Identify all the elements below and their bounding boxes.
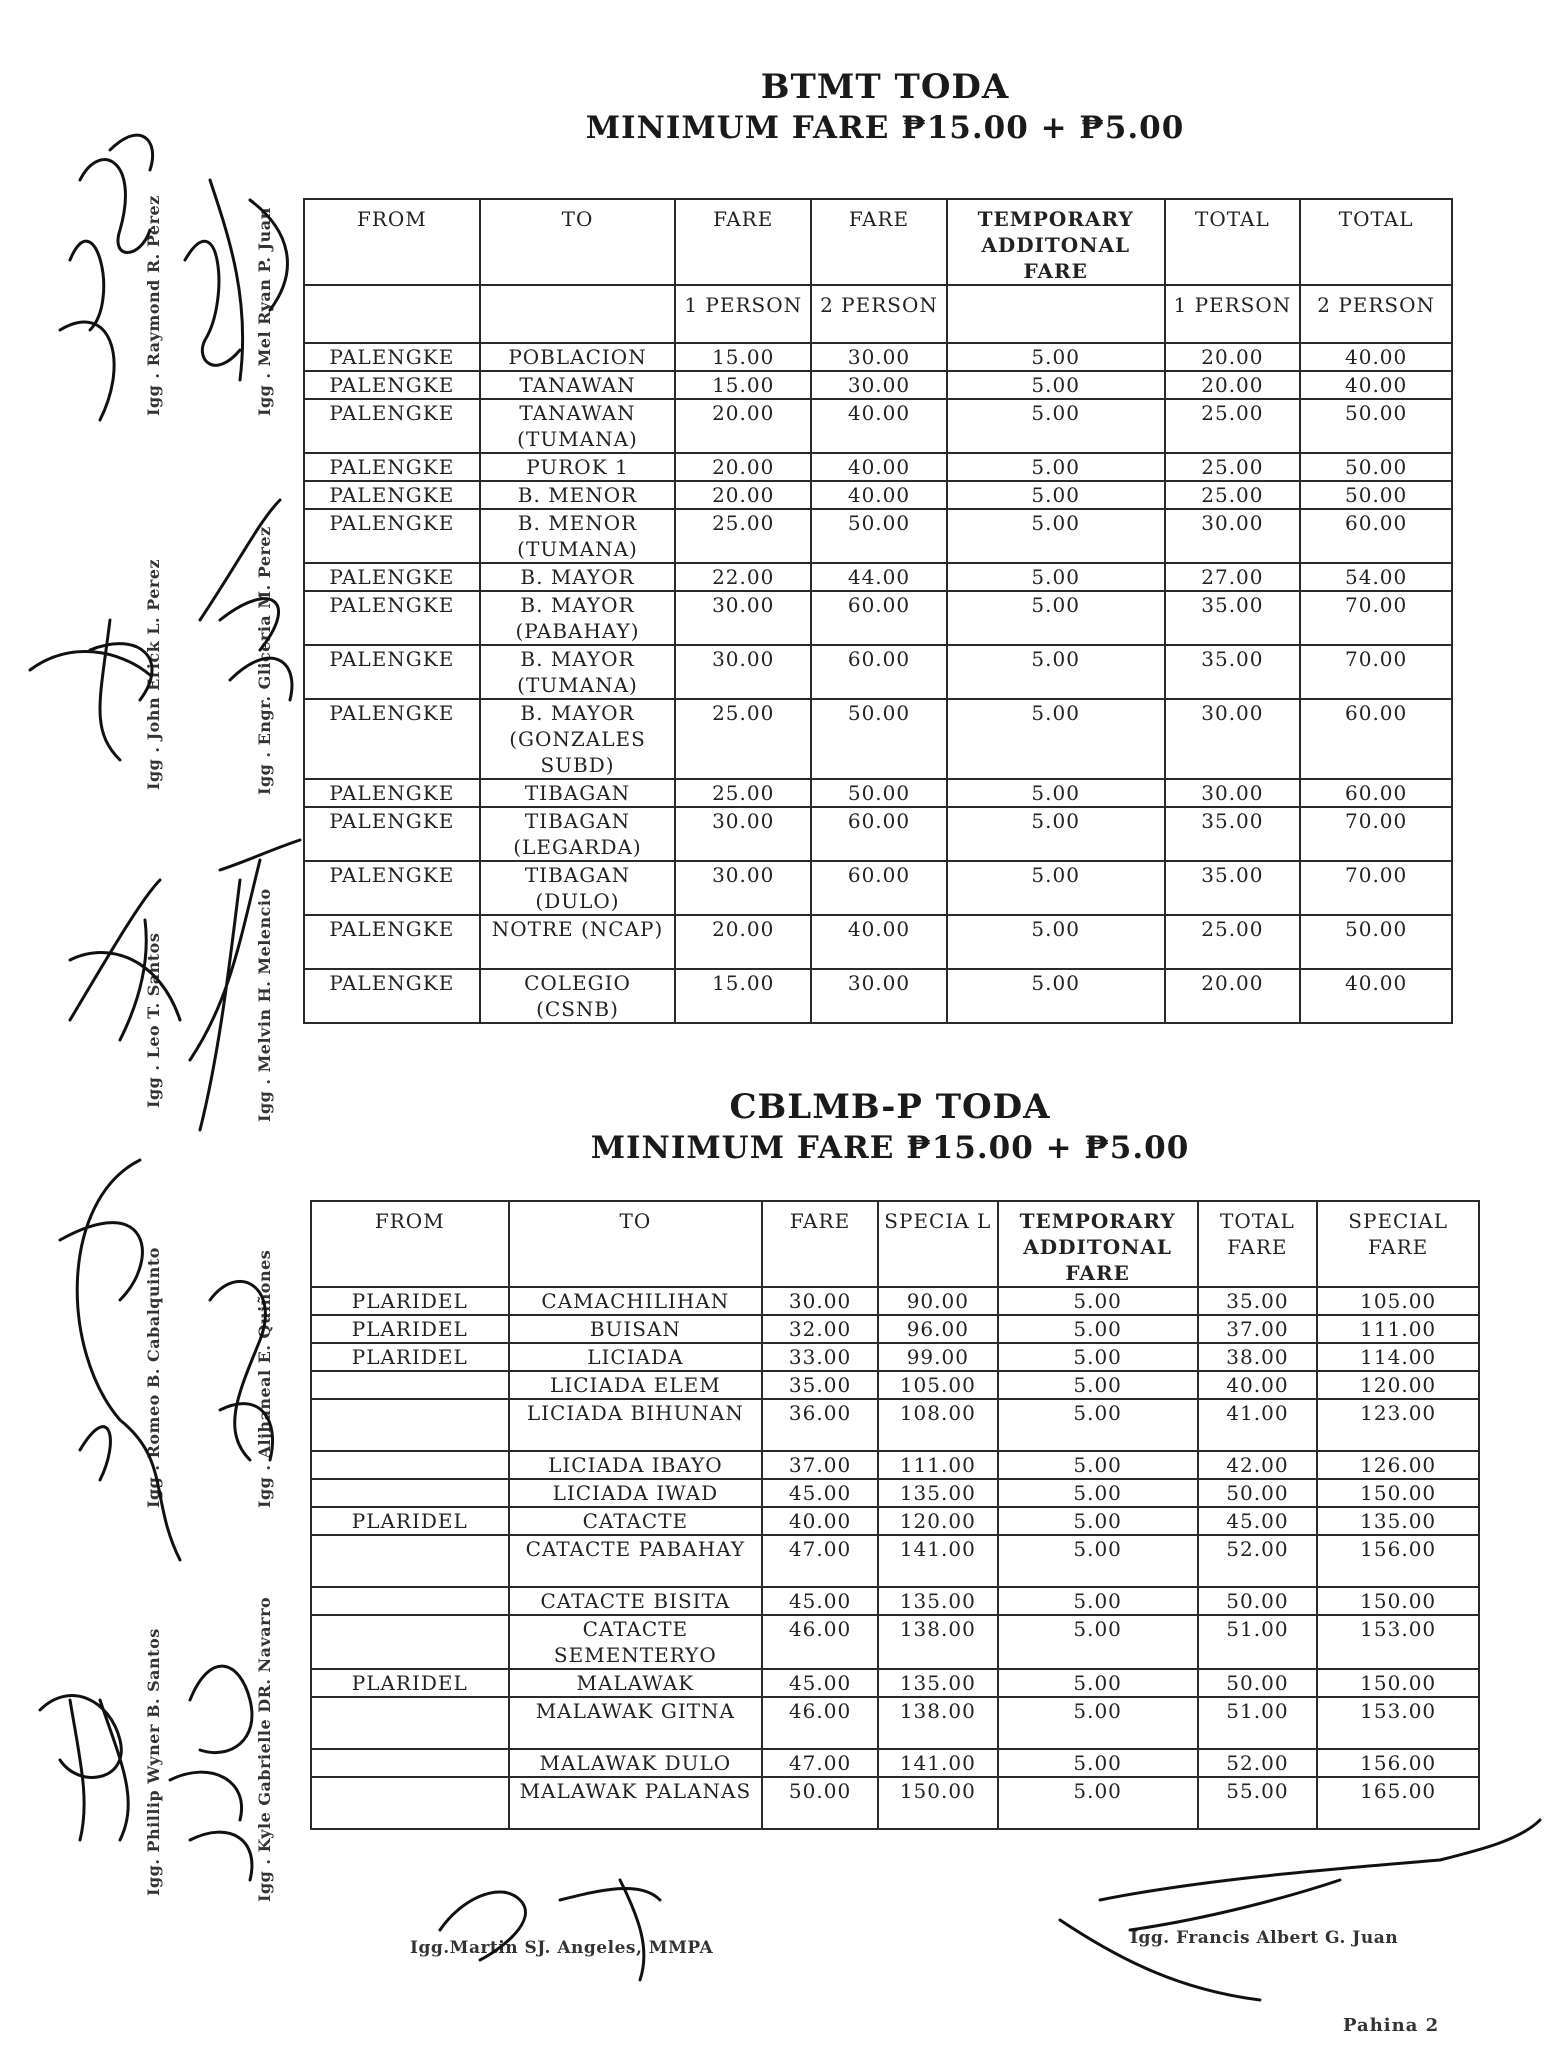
table-cell: 90.00 xyxy=(878,1287,998,1315)
table-cell: 50.00 xyxy=(811,699,947,779)
table-cell: TIBAGAN xyxy=(480,779,676,807)
table-cell: 156.00 xyxy=(1317,1749,1479,1777)
table-cell: B. MAYOR (PABAHAY) xyxy=(480,591,676,645)
table-cell: TIBAGAN (LEGARDA) xyxy=(480,807,676,861)
table-cell: 50.00 xyxy=(811,779,947,807)
table-cell: LICIADA BIHUNAN xyxy=(509,1399,763,1451)
table-cell: 37.00 xyxy=(1198,1315,1318,1343)
table-cell: 30.00 xyxy=(675,807,811,861)
table-cell: 5.00 xyxy=(947,509,1165,563)
table-cell: 111.00 xyxy=(1317,1315,1479,1343)
table-cell: 30.00 xyxy=(675,861,811,915)
table-cell: 60.00 xyxy=(811,591,947,645)
table-cell: 35.00 xyxy=(1165,807,1301,861)
table-cell: 52.00 xyxy=(1198,1535,1318,1587)
table-cell: 105.00 xyxy=(878,1371,998,1399)
table-cell: 138.00 xyxy=(878,1615,998,1669)
table-cell: PALENGKE xyxy=(304,591,480,645)
header-cell: SPECIA L xyxy=(878,1201,998,1287)
table-cell xyxy=(311,1535,509,1587)
table-cell: PALENGKE xyxy=(304,563,480,591)
table-row xyxy=(311,1315,1479,1343)
table-cell: 5.00 xyxy=(998,1399,1198,1451)
table-cell: 50.00 xyxy=(1300,399,1452,453)
table-cell: 15.00 xyxy=(675,371,811,399)
table-cell: PALENGKE xyxy=(304,481,480,509)
table-cell: 153.00 xyxy=(1317,1697,1479,1749)
table-cell: 47.00 xyxy=(762,1535,878,1587)
table-cell: 40.00 xyxy=(1300,343,1452,371)
signatory-label: Igg . Aljhaneal E. Quiñones xyxy=(255,1249,274,1508)
signatory-label: Igg . Melvin H. Melencio xyxy=(255,888,274,1122)
table-cell: 20.00 xyxy=(675,915,811,969)
table-cell: 30.00 xyxy=(1165,509,1301,563)
table-cell: 36.00 xyxy=(762,1399,878,1451)
table-cell xyxy=(311,1479,509,1507)
table-cell: 156.00 xyxy=(1317,1535,1479,1587)
table-cell: TANAWAN xyxy=(480,371,676,399)
table-cell: 5.00 xyxy=(998,1343,1198,1371)
table-cell: 150.00 xyxy=(878,1777,998,1829)
table-cell: 25.00 xyxy=(1165,453,1301,481)
signature-francis-juan xyxy=(1060,1820,1540,2000)
signature-leo-santos xyxy=(70,880,180,1040)
table-cell xyxy=(311,1371,509,1399)
table-cell: 25.00 xyxy=(1165,915,1301,969)
table-cell: 5.00 xyxy=(998,1287,1198,1315)
table-cell: 111.00 xyxy=(878,1451,998,1479)
table-row xyxy=(304,481,1452,509)
table-cell: 41.00 xyxy=(1198,1399,1318,1451)
table-cell: 40.00 xyxy=(762,1507,878,1535)
header-cell: TEMPORARY ADDITONAL FARE xyxy=(947,199,1165,285)
table-cell: 25.00 xyxy=(675,699,811,779)
table-cell: 5.00 xyxy=(998,1669,1198,1697)
table-row xyxy=(311,1669,1479,1697)
table-cell xyxy=(311,1451,509,1479)
table-cell: PALENGKE xyxy=(304,807,480,861)
table-cell: 45.00 xyxy=(762,1587,878,1615)
table-row xyxy=(311,1507,1479,1535)
table-cell: PALENGKE xyxy=(304,509,480,563)
table-row xyxy=(304,699,1452,779)
header-cell: TOTAL FARE xyxy=(1198,1201,1318,1287)
table-cell: LICIADA IBAYO xyxy=(509,1451,763,1479)
table-cell: 5.00 xyxy=(947,481,1165,509)
table-cell: 5.00 xyxy=(947,591,1165,645)
header-cell: TEMPORARY ADDITONAL FARE xyxy=(998,1201,1198,1287)
table-cell: 5.00 xyxy=(947,343,1165,371)
table-cell: 5.00 xyxy=(947,779,1165,807)
table-row xyxy=(304,371,1452,399)
table-cell: 5.00 xyxy=(998,1451,1198,1479)
table-row xyxy=(304,779,1452,807)
table-cell: 165.00 xyxy=(1317,1777,1479,1829)
table-cell: 25.00 xyxy=(675,509,811,563)
table-cell: PALENGKE xyxy=(304,915,480,969)
table-cell: 20.00 xyxy=(675,481,811,509)
table-cell: TANAWAN (TUMANA) xyxy=(480,399,676,453)
table-cell: 37.00 xyxy=(762,1451,878,1479)
table-cell: 60.00 xyxy=(1300,699,1452,779)
table-cell: 50.00 xyxy=(1300,453,1452,481)
table-cell: MALAWAK GITNA xyxy=(509,1697,763,1749)
signature-melvin-melencio xyxy=(190,840,300,1130)
table-cell: CATACTE xyxy=(509,1507,763,1535)
table-cell xyxy=(311,1777,509,1829)
header-cell: FARE xyxy=(675,199,811,285)
table-cell: 45.00 xyxy=(762,1479,878,1507)
table-cell: 99.00 xyxy=(878,1343,998,1371)
table-cell: 25.00 xyxy=(675,779,811,807)
table-cell: 47.00 xyxy=(762,1749,878,1777)
table-cell: PALENGKE xyxy=(304,399,480,453)
table-cell: PLARIDEL xyxy=(311,1343,509,1371)
table-row xyxy=(304,645,1452,699)
table-cell: 70.00 xyxy=(1300,861,1452,915)
table-cell: 35.00 xyxy=(1165,861,1301,915)
table-cell: 5.00 xyxy=(998,1615,1198,1669)
table-cell: 46.00 xyxy=(762,1697,878,1749)
table-cell: 30.00 xyxy=(811,343,947,371)
table-cell: 25.00 xyxy=(1165,399,1301,453)
table-cell: 52.00 xyxy=(1198,1749,1318,1777)
table-cell: 54.00 xyxy=(1300,563,1452,591)
table-cell: PLARIDEL xyxy=(311,1669,509,1697)
table-cell: 30.00 xyxy=(1165,779,1301,807)
table-cell xyxy=(311,1587,509,1615)
signatory-label: Igg . Raymond R. Perez xyxy=(144,195,163,416)
table-cell: PALENGKE xyxy=(304,779,480,807)
table-cell: POBLACION xyxy=(480,343,676,371)
table-cell: 40.00 xyxy=(811,399,947,453)
table-cell: PALENGKE xyxy=(304,371,480,399)
table-cell: 108.00 xyxy=(878,1399,998,1451)
table-cell: 35.00 xyxy=(1165,591,1301,645)
section2-title: CBLMB-P TODA xyxy=(729,1087,1051,1127)
table-cell: 5.00 xyxy=(947,371,1165,399)
table-cell: 5.00 xyxy=(947,699,1165,779)
signatory-label: Igg. Phillip Wyner B. Santos xyxy=(144,1628,163,1896)
table-cell: 20.00 xyxy=(1165,969,1301,1023)
section1-title: BTMT TODA xyxy=(760,67,1010,107)
table-cell: 5.00 xyxy=(998,1535,1198,1587)
table-cell: 20.00 xyxy=(675,453,811,481)
table-cell: PALENGKE xyxy=(304,969,480,1023)
table-row xyxy=(311,1697,1479,1749)
table-cell: 40.00 xyxy=(811,915,947,969)
table-cell: 45.00 xyxy=(1198,1507,1318,1535)
table-row xyxy=(311,1615,1479,1669)
table-cell: 44.00 xyxy=(811,563,947,591)
table-cell: 5.00 xyxy=(947,807,1165,861)
table-cell: 70.00 xyxy=(1300,807,1452,861)
table-cell: PALENGKE xyxy=(304,343,480,371)
table-cell: 35.00 xyxy=(1198,1287,1318,1315)
subheader-cell xyxy=(480,285,676,343)
btmt-fare-table xyxy=(303,198,1453,1024)
table-cell: PLARIDEL xyxy=(311,1315,509,1343)
header-cell: FROM xyxy=(311,1201,509,1287)
table-cell: 150.00 xyxy=(1317,1479,1479,1507)
table-cell: 20.00 xyxy=(1165,343,1301,371)
table-cell: PALENGKE xyxy=(304,699,480,779)
table-cell: 60.00 xyxy=(1300,509,1452,563)
table-cell: TIBAGAN (DULO) xyxy=(480,861,676,915)
table-cell: PLARIDEL xyxy=(311,1287,509,1315)
table-cell: 135.00 xyxy=(878,1479,998,1507)
table-cell: 5.00 xyxy=(998,1371,1198,1399)
table-cell: 30.00 xyxy=(1165,699,1301,779)
signature-kyle-navarro xyxy=(170,1666,252,1880)
table-cell: 40.00 xyxy=(811,453,947,481)
table-cell: 138.00 xyxy=(878,1697,998,1749)
table-cell: 70.00 xyxy=(1300,645,1452,699)
subheader-cell: 1 PERSON xyxy=(675,285,811,343)
table-cell: 35.00 xyxy=(1165,645,1301,699)
table-cell: 120.00 xyxy=(878,1507,998,1535)
signature-martin-angeles xyxy=(440,1880,660,1980)
table-row xyxy=(304,509,1452,563)
table-cell: 135.00 xyxy=(878,1669,998,1697)
header-cell: TOTAL xyxy=(1165,199,1301,285)
table-row xyxy=(304,563,1452,591)
table-cell: 141.00 xyxy=(878,1535,998,1587)
table-cell: 60.00 xyxy=(1300,779,1452,807)
table-cell: 30.00 xyxy=(675,645,811,699)
table-row xyxy=(304,343,1452,371)
signature-raymond-perez xyxy=(60,135,153,420)
table-row xyxy=(304,591,1452,645)
table-row xyxy=(311,1343,1479,1371)
table-cell: 27.00 xyxy=(1165,563,1301,591)
signatory-label: Igg . Leo T. Santos xyxy=(144,932,163,1108)
table-cell: 30.00 xyxy=(811,969,947,1023)
table-cell: 25.00 xyxy=(1165,481,1301,509)
table-cell: NOTRE (NCAP) xyxy=(480,915,676,969)
table-cell: PALENGKE xyxy=(304,861,480,915)
table-cell: CAMACHILIHAN xyxy=(509,1287,763,1315)
table-cell: 135.00 xyxy=(1317,1507,1479,1535)
table-cell xyxy=(311,1697,509,1749)
table-cell: 5.00 xyxy=(947,969,1165,1023)
table-cell: 60.00 xyxy=(811,645,947,699)
signatory-label: Igg . John Erick L. Perez xyxy=(144,558,163,790)
table-cell: B. MAYOR (GONZALES SUBD) xyxy=(480,699,676,779)
table-cell: 50.00 xyxy=(1198,1479,1318,1507)
table-cell: COLEGIO (CSNB) xyxy=(480,969,676,1023)
table-cell: 150.00 xyxy=(1317,1587,1479,1615)
signature-john-erick-perez xyxy=(30,620,152,760)
table-cell xyxy=(311,1399,509,1451)
table-cell: 5.00 xyxy=(947,645,1165,699)
table-cell: 96.00 xyxy=(878,1315,998,1343)
cblmb-fare-table xyxy=(310,1200,1480,1830)
table-cell: MALAWAK PALANAS xyxy=(509,1777,763,1829)
header-cell: FROM xyxy=(304,199,480,285)
table-cell: 50.00 xyxy=(762,1777,878,1829)
table-cell: 50.00 xyxy=(1300,915,1452,969)
signatory-label: Igg . Kyle Gabrielle DR. Navarro xyxy=(255,1596,274,1902)
subheader-cell: 2 PERSON xyxy=(1300,285,1452,343)
table-row xyxy=(311,1399,1479,1451)
table-cell: 50.00 xyxy=(811,509,947,563)
table-cell: 5.00 xyxy=(998,1749,1198,1777)
table-cell: 5.00 xyxy=(947,453,1165,481)
table-cell: CATACTE BISITA xyxy=(509,1587,763,1615)
table-cell: 50.00 xyxy=(1198,1587,1318,1615)
table-cell: LICIADA IWAD xyxy=(509,1479,763,1507)
table-cell: 120.00 xyxy=(1317,1371,1479,1399)
table-cell: 5.00 xyxy=(998,1777,1198,1829)
table-cell: CATACTE PABAHAY xyxy=(509,1535,763,1587)
table-row xyxy=(311,1479,1479,1507)
table-cell: 30.00 xyxy=(811,371,947,399)
header-cell: TOTAL xyxy=(1300,199,1452,285)
table-cell: B. MAYOR xyxy=(480,563,676,591)
table-cell: 51.00 xyxy=(1198,1615,1318,1669)
signature-phillip-santos xyxy=(40,1696,128,1840)
table-cell: 40.00 xyxy=(1300,371,1452,399)
signatory-label: Igg . Engr. Gliceria M. Perez xyxy=(255,526,274,795)
table-cell: 50.00 xyxy=(1300,481,1452,509)
table-cell: 123.00 xyxy=(1317,1399,1479,1451)
table-cell: B. MENOR xyxy=(480,481,676,509)
section1-heading xyxy=(435,66,1335,147)
table-cell: 153.00 xyxy=(1317,1615,1479,1669)
table-cell: 135.00 xyxy=(878,1587,998,1615)
header-cell: FARE xyxy=(811,199,947,285)
table-cell: 126.00 xyxy=(1317,1451,1479,1479)
table-cell: PLARIDEL xyxy=(311,1507,509,1535)
table-cell: BUISAN xyxy=(509,1315,763,1343)
table-cell: 46.00 xyxy=(762,1615,878,1669)
table-cell: 5.00 xyxy=(947,399,1165,453)
subheader-cell xyxy=(947,285,1165,343)
table-row xyxy=(304,861,1452,915)
signatory-label: Igg . Mel Ryan P. Juan xyxy=(255,207,274,416)
header-cell: TO xyxy=(480,199,676,285)
table-cell: 38.00 xyxy=(1198,1343,1318,1371)
table-cell: PUROK 1 xyxy=(480,453,676,481)
table-cell: 42.00 xyxy=(1198,1451,1318,1479)
table-cell: 60.00 xyxy=(811,807,947,861)
table-row xyxy=(311,1371,1479,1399)
table-cell: PALENGKE xyxy=(304,453,480,481)
table-cell: 33.00 xyxy=(762,1343,878,1371)
table-cell: 5.00 xyxy=(998,1697,1198,1749)
table-cell: 20.00 xyxy=(1165,371,1301,399)
table-cell: B. MENOR (TUMANA) xyxy=(480,509,676,563)
table-cell: PALENGKE xyxy=(304,645,480,699)
table-cell: 22.00 xyxy=(675,563,811,591)
table-row xyxy=(311,1777,1479,1829)
header-cell: TO xyxy=(509,1201,763,1287)
table-cell: LICIADA ELEM xyxy=(509,1371,763,1399)
page-number: Pahina 2 xyxy=(1343,2015,1440,2036)
section1-subtitle: MINIMUM FARE ₱15.00 + ₱5.00 xyxy=(585,109,1185,146)
table-cell xyxy=(311,1749,509,1777)
table-cell: 45.00 xyxy=(762,1669,878,1697)
table-cell: 60.00 xyxy=(811,861,947,915)
table-cell: LICIADA xyxy=(509,1343,763,1371)
table-cell: 105.00 xyxy=(1317,1287,1479,1315)
signature-gliceria-perez xyxy=(200,500,292,700)
table-cell: 30.00 xyxy=(762,1287,878,1315)
subheader-cell: 2 PERSON xyxy=(811,285,947,343)
table-cell: 55.00 xyxy=(1198,1777,1318,1829)
table-row xyxy=(311,1587,1479,1615)
table-cell xyxy=(311,1615,509,1669)
table-row xyxy=(304,453,1452,481)
table-cell: MALAWAK xyxy=(509,1669,763,1697)
table-cell: CATACTE SEMENTERYO xyxy=(509,1615,763,1669)
table-cell: 30.00 xyxy=(675,591,811,645)
subheader-cell: 1 PERSON xyxy=(1165,285,1301,343)
table-cell: 5.00 xyxy=(998,1587,1198,1615)
table-cell: 51.00 xyxy=(1198,1697,1318,1749)
table-cell: 5.00 xyxy=(998,1479,1198,1507)
table-row xyxy=(304,969,1452,1023)
header-cell: SPECIAL FARE xyxy=(1317,1201,1479,1287)
section2-subtitle: MINIMUM FARE ₱15.00 + ₱5.00 xyxy=(590,1129,1190,1166)
table-row xyxy=(311,1451,1479,1479)
table-cell: 141.00 xyxy=(878,1749,998,1777)
table-cell: 5.00 xyxy=(998,1315,1198,1343)
table-cell: B. MAYOR (TUMANA) xyxy=(480,645,676,699)
table-cell: 20.00 xyxy=(675,399,811,453)
table-cell: 150.00 xyxy=(1317,1669,1479,1697)
header-cell: FARE xyxy=(762,1201,878,1287)
table-cell: 5.00 xyxy=(998,1507,1198,1535)
table-cell: 40.00 xyxy=(1198,1371,1318,1399)
table-cell: 32.00 xyxy=(762,1315,878,1343)
table-row xyxy=(311,1749,1479,1777)
table-cell: 70.00 xyxy=(1300,591,1452,645)
subheader-cell xyxy=(304,285,480,343)
table-cell: 15.00 xyxy=(675,343,811,371)
table-cell: 5.00 xyxy=(947,861,1165,915)
table-cell: MALAWAK DULO xyxy=(509,1749,763,1777)
table-cell: 40.00 xyxy=(1300,969,1452,1023)
table-cell: 15.00 xyxy=(675,969,811,1023)
signatory-label: Igg . Romeo B. Cabalquinto xyxy=(144,1247,163,1508)
table-cell: 35.00 xyxy=(762,1371,878,1399)
table-row xyxy=(311,1287,1479,1315)
table-cell: 50.00 xyxy=(1198,1669,1318,1697)
bottom-signatory-right: Igg. Francis Albert G. Juan xyxy=(1130,1928,1399,1948)
table-row xyxy=(304,807,1452,861)
table-row xyxy=(304,915,1452,969)
section2-heading xyxy=(440,1086,1340,1167)
bottom-signatory-left: Igg.Martin SJ. Angeles, MMPA xyxy=(410,1938,714,1958)
table-cell: 5.00 xyxy=(947,563,1165,591)
table-cell: 114.00 xyxy=(1317,1343,1479,1371)
table-cell: 40.00 xyxy=(811,481,947,509)
table-row xyxy=(311,1535,1479,1587)
table-row xyxy=(304,399,1452,453)
table-cell: 5.00 xyxy=(947,915,1165,969)
